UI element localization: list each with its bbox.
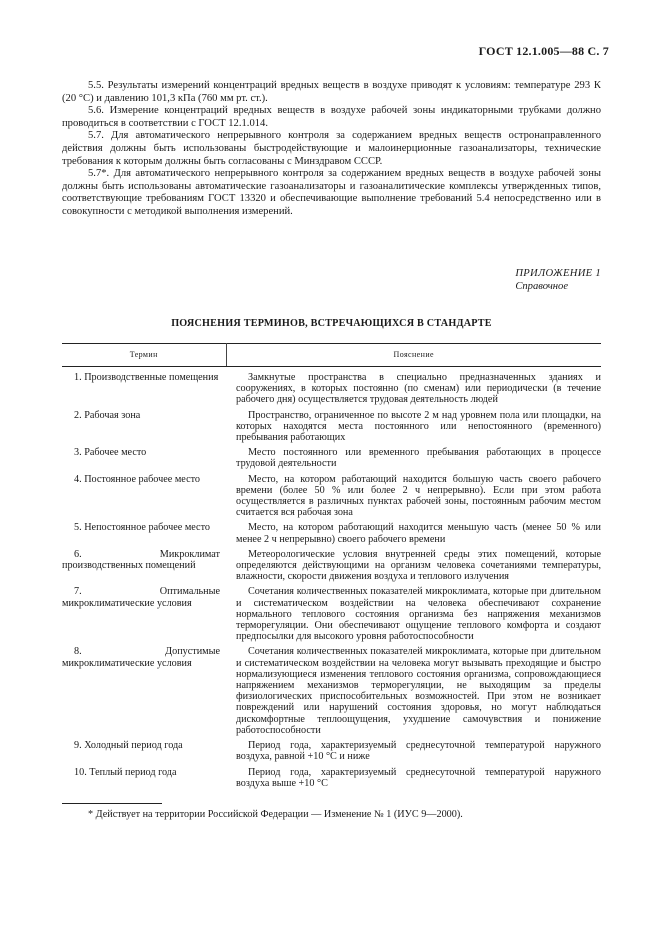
paragraph-5-7: 5.7. Для автоматического непрерывного контроля за содержанием вредных веществ остронаправленного действия должны быть использованы быстродействующие и малоинерционные газоанализаторы, технические требования к которым должны быть согласованы с Минздравом СССР. — [62, 130, 601, 167]
table-row — [62, 447, 601, 473]
appendix-title: ПРИЛОЖЕНИЕ 1 — [515, 268, 601, 279]
term-cell: 4. Постоянное рабочее место — [74, 473, 201, 485]
table-row — [62, 767, 601, 793]
term-cell: 7. Оптимальные микроклиматические условия — [62, 586, 220, 609]
definition-cell: Замкнутые пространства в специально предназначенных зданиях и сооружениях, в которых постоянно (по сменам) или периодически (в течение рабочего дня) осуществляется трудовая деятельность людей — [236, 372, 601, 406]
table-row — [62, 646, 601, 740]
term-cell: 9. Холодный период года — [74, 740, 183, 752]
footnote-divider — [62, 803, 162, 804]
table-row — [62, 586, 601, 646]
table-row — [62, 474, 601, 523]
column-header-term: Термин — [62, 344, 226, 367]
body-text — [62, 80, 601, 219]
page-header: ГОСТ 12.1.005—88 С. 7 — [478, 44, 609, 58]
term-cell: 10. Теплый период года — [74, 766, 177, 778]
table-title: ПОЯСНЕНИЯ ТЕРМИНОВ, ВСТРЕЧАЮЩИХСЯ В СТАНДАРТЕ — [171, 318, 492, 329]
table-row — [62, 410, 601, 448]
term-cell: 5. Непостоянное рабочее место — [74, 522, 210, 534]
term-cell: 3. Рабочее место — [74, 447, 147, 459]
term-cell: 6. Микроклимат производственных помещений — [62, 548, 220, 572]
definition-cell: Сочетания количественных показателей микроклимата, которые при длительном и систематическом воздействии на человека могут вызывать преходящие и быстро нормализующиеся изменения теплового состояния организма, сопровождающиеся напряжением механизмов терморегуляции, не выходящим за пределы физиологических приспособительных возможностей. При этом не возникает повреждений или нарушений состояния здоровья, но могут наблюдаться дискомфортные теплоощущения, ухудшение самочувствия и понижение работоспособности — [236, 646, 601, 736]
term-cell: 2. Рабочая зона — [74, 409, 141, 421]
table-row — [62, 367, 601, 410]
paragraph-5-5: 5.5. Результаты измерений концентраций вредных веществ в воздухе приводят к условиям: температуре 293 К (20 °С) и давлению 101,3 кПа (760 мм рт. ст.). — [62, 80, 601, 104]
appendix-label — [515, 268, 601, 293]
definition-cell: Метеорологические условия внутренней среды этих помещений, которые определяются действующими на организм человека сочетаниями температуры, влажности, скорости движения воздуха и теплового излучения — [236, 548, 601, 583]
definition-cell: Сочетания количественных показателей микроклимата, которые при длительном и систематическом воздействии на человека обеспечивают сохранение нормального теплового состояния организма без напряжения механизмов терморегуляции. Они обеспечивают ощущение теплового комфорта и создают предпосылки для высокого уровня работоспособности — [236, 586, 601, 643]
definition-cell: Место, на котором работающий находится меньшую часть (менее 50 % или менее 2 ч непрерывно) своего рабочего времени — [236, 522, 601, 545]
terms-table — [62, 343, 601, 793]
appendix-note: Справочное — [515, 280, 569, 292]
term-cell: 1. Производственные помещения — [74, 372, 219, 383]
definition-cell: Период года, характеризуемый среднесуточной температурой наружного воздуха выше +10 °С — [236, 766, 601, 789]
table-row — [62, 549, 601, 587]
paragraph-5-7-star: 5.7*. Для автоматического непрерывного контроля за содержанием вредных веществ в воздухе рабочей зоны должны быть использованы автоматические газоанализаторы и газоаналитические комплексы утвержденных типов, соответствующие требованиям ГОСТ 13320 и обеспечивающие выполнение требований 5.4 непосредственно или в совокупности с методикой выполнения измерений. — [62, 168, 601, 217]
definition-cell: Пространство, ограниченное по высоте 2 м над уровнем пола или площадки, на которых находятся места постоянного или непостоянного (временного) пребывания работающих — [236, 409, 601, 444]
definition-cell: Период года, характеризуемый среднесуточной температурой наружного воздуха, равной +10 °С и ниже — [236, 740, 601, 763]
table-row — [62, 740, 601, 766]
table-header-row — [62, 344, 601, 367]
definition-cell: Место, на котором работающий находится большую часть своего рабочего времени (более 50 % или более 2 ч непрерывно). Если при этом работа осуществляется в различных пунктах рабочей зоны, постоянным рабочим местом считается вся рабочая зона — [236, 473, 601, 519]
definition-cell: Место постоянного или временного пребывания работающих в процессе трудовой деятельности — [236, 447, 601, 470]
column-header-definition: Пояснение — [226, 344, 601, 367]
table-row — [62, 522, 601, 548]
footnote: * Действует на территории Российской Федерации — Изменение № 1 (ИУС 9—2000). — [88, 809, 463, 820]
term-cell: 8. Допустимые микроклиматические условия — [62, 646, 220, 669]
paragraph-5-6: 5.6. Измерение концентраций вредных веществ в воздухе рабочей зоны индикаторными трубками должно проводиться в соответствии с ГОСТ 12.1.014. — [62, 105, 601, 129]
